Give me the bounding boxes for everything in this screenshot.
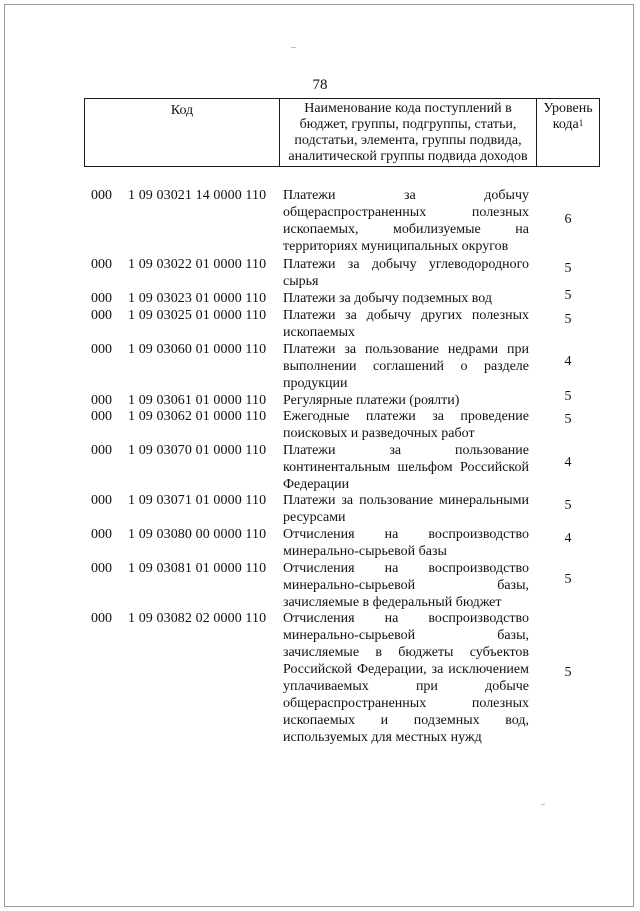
name-line: ископаемых, мобилизуемые на [283, 222, 529, 237]
admin-code: 000 [91, 308, 112, 323]
revenue-name [283, 256, 529, 290]
level-value: 4 [564, 531, 572, 546]
name-line: Платежи за добычу других полезных [283, 308, 529, 323]
level-value: 5 [564, 288, 572, 303]
revenue-name [283, 408, 529, 442]
admin-code: 000 [91, 393, 112, 408]
name-line: общераспространенных полезных [283, 205, 529, 220]
revenue-code: 1 09 03071 01 0000 110 [128, 493, 267, 508]
footnote-marker: 1 [578, 118, 584, 128]
revenue-code: 1 09 03070 01 0000 110 [128, 443, 267, 458]
revenue-name [283, 610, 529, 746]
level-value: 5 [564, 498, 572, 513]
revenue-code: 1 09 03081 01 0000 110 [128, 561, 267, 576]
name-line: Ежегодные платежи за проведение [283, 409, 529, 424]
level-value: 5 [564, 389, 572, 404]
level-value: 5 [564, 412, 572, 427]
name-line: Платежи за пользование недрами при [283, 342, 529, 357]
level-value: 4 [564, 455, 572, 470]
name-line: Отчисления на воспроизводство [283, 611, 529, 626]
name-line: продукции [283, 376, 348, 391]
name-line: сырья [283, 274, 319, 289]
level-value: 5 [564, 665, 572, 680]
name-line: Платежи за пользование минеральными [283, 493, 529, 508]
name-line: минерально-сырьевой базы [283, 544, 447, 559]
revenue-code: 1 09 03060 01 0000 110 [128, 342, 267, 357]
revenue-code: 1 09 03023 01 0000 110 [128, 291, 267, 306]
header-level-cell [537, 99, 599, 166]
name-line: Отчисления на воспроизводство [283, 527, 529, 542]
name-line: ресурсами [283, 510, 346, 525]
name-line: территориях муниципальных округов [283, 239, 509, 254]
name-line: Платежи за добычу подземных вод [283, 291, 493, 306]
name-line: используемых для местных нужд [283, 730, 482, 745]
page-number: 78 [312, 77, 328, 93]
admin-code: 000 [91, 257, 112, 272]
level-value: 5 [564, 572, 572, 587]
revenue-code: 1 09 03021 14 0000 110 [128, 188, 267, 203]
header-code-cell [85, 99, 280, 166]
revenue-code: 1 09 03082 02 0000 110 [128, 611, 267, 626]
header-name-line: аналитической группы подвида доходов [288, 149, 528, 164]
revenue-name [283, 526, 529, 560]
revenue-name [283, 290, 529, 307]
name-line: Федерации [283, 477, 350, 492]
header-name-line: бюджет, группы, подгруппы, статьи, [299, 117, 517, 132]
name-line: Отчисления на воспроизводство [283, 561, 529, 576]
name-line: Российской Федерации, за исключением [283, 662, 529, 677]
table-header [84, 98, 600, 167]
name-line: уплачиваемых при добыче [283, 679, 529, 694]
revenue-code: 1 09 03025 01 0000 110 [128, 308, 267, 323]
name-line: Платежи за пользование [283, 443, 529, 458]
level-value: 5 [564, 261, 572, 276]
name-line: ископаемых [283, 325, 355, 340]
header-code-label: Код [170, 103, 194, 118]
admin-code: 000 [91, 561, 112, 576]
scan-mark [541, 804, 545, 805]
name-line: ископаемых и подземных вод, [283, 713, 529, 728]
admin-code: 000 [91, 443, 112, 458]
admin-code: 000 [91, 342, 112, 357]
name-line: зачисляемые в федеральный бюджет [283, 595, 502, 610]
admin-code: 000 [91, 611, 112, 626]
scan-mark [291, 47, 296, 48]
revenue-name [283, 560, 529, 611]
revenue-name [283, 341, 529, 392]
header-name-line: Наименование кода поступлений в [304, 101, 512, 116]
name-line: выполнении соглашений о разделе [283, 359, 529, 374]
admin-code: 000 [91, 527, 112, 542]
admin-code: 000 [91, 493, 112, 508]
revenue-code: 1 09 03022 01 0000 110 [128, 257, 267, 272]
header-level-word: кода [552, 117, 579, 132]
revenue-code: 1 09 03062 01 0000 110 [128, 409, 267, 424]
revenue-name [283, 392, 529, 409]
level-value: 6 [564, 212, 572, 227]
revenue-code: 1 09 03080 00 0000 110 [128, 527, 267, 542]
revenue-name [283, 187, 529, 255]
name-line: поисковых и разведочных работ [283, 426, 475, 441]
header-name-line: подстатьи, элемента, группы подвида, [294, 133, 522, 148]
name-line: Платежи за добычу углеводородного [283, 257, 529, 272]
name-line: Платежи за добычу [283, 188, 529, 203]
name-line: общераспространенных полезных [283, 696, 529, 711]
name-line: континентальным шельфом Российской [283, 460, 529, 475]
revenue-code: 1 09 03061 01 0000 110 [128, 393, 267, 408]
name-line: Регулярные платежи (роялти) [283, 393, 460, 408]
header-level-line [537, 117, 599, 133]
header-name-cell [280, 99, 537, 166]
admin-code: 000 [91, 291, 112, 306]
revenue-name [283, 442, 529, 493]
header-level-line: Уровень [543, 101, 593, 116]
revenue-name [283, 492, 529, 526]
admin-code: 000 [91, 188, 112, 203]
admin-code: 000 [91, 409, 112, 424]
level-value: 4 [564, 354, 572, 369]
name-line: минерально-сырьевой базы, [283, 628, 529, 643]
level-value: 5 [564, 312, 572, 327]
revenue-name [283, 307, 529, 341]
name-line: минерально-сырьевой базы, [283, 578, 529, 593]
name-line: зачисляемые в бюджеты субъектов [283, 645, 529, 660]
